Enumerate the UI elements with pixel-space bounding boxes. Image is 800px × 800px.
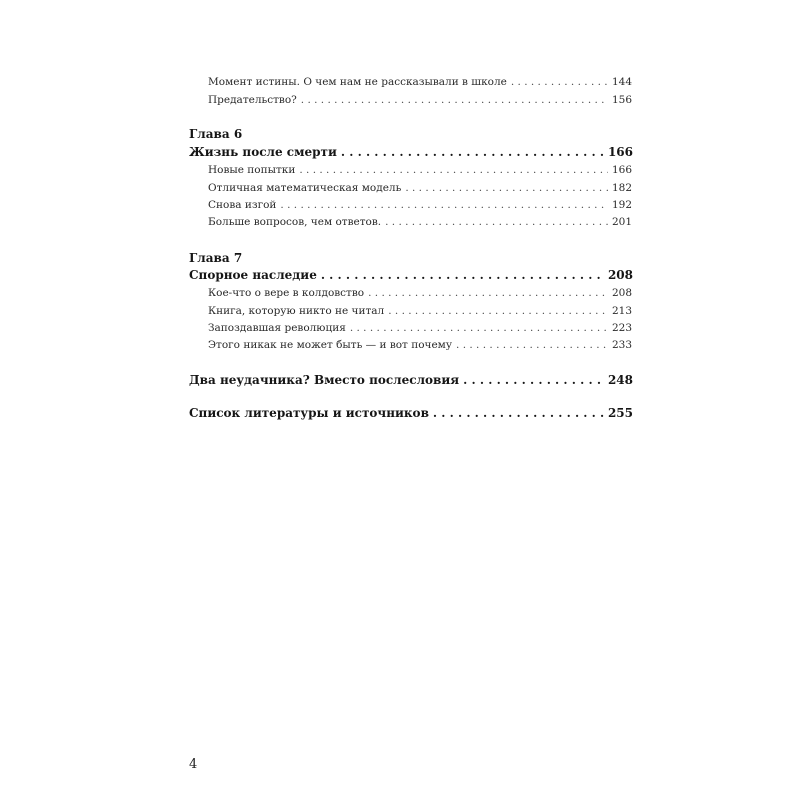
toc-entry-page: 208 (611, 287, 632, 299)
dot-leader (463, 373, 604, 387)
dot-leader (299, 164, 608, 176)
dot-leader (341, 145, 604, 159)
toc-entry-title: Отличная математическая модель (208, 182, 402, 194)
toc-entry (208, 164, 632, 176)
toc-entry-page: 156 (611, 94, 632, 106)
toc-chapter-title: Два неудачника? Вместо послесловия (189, 373, 460, 387)
dot-leader (456, 339, 608, 351)
toc-entry (208, 182, 632, 194)
page-number: 4 (189, 757, 198, 772)
toc-chapter-page: 208 (607, 268, 633, 282)
toc-entry-page: 223 (611, 322, 632, 334)
toc-chapter-title: Жизнь после смерти (189, 145, 337, 159)
dot-leader (350, 322, 608, 334)
toc-chapter-page: 255 (607, 406, 633, 420)
chapter-7-heading (189, 268, 633, 282)
toc-entry (208, 287, 632, 299)
toc-entry (208, 199, 632, 211)
toc-entry-title: Больше вопросов, чем ответов. (208, 216, 382, 228)
toc-entry (208, 216, 632, 228)
dot-leader (385, 216, 608, 228)
toc-entry-title: Книга, которую никто не читал (208, 305, 385, 317)
toc-entry-title: Момент истины. О чем нам не рассказывали в школе (208, 76, 507, 88)
toc-entry-title: Кое-что о вере в колдовство (208, 287, 365, 299)
dot-leader (405, 182, 608, 194)
chapter-6-heading (189, 145, 633, 159)
toc-entry-page: 213 (611, 305, 632, 317)
chapter-6-label: Глава 6 (189, 127, 243, 141)
toc-entry (208, 322, 632, 334)
toc-chapter-page: 166 (607, 145, 633, 159)
toc-chapter-page: 248 (607, 373, 633, 387)
bibliography-heading (189, 406, 633, 420)
toc-entry-page: 166 (611, 164, 632, 176)
dot-leader (388, 305, 608, 317)
toc-entry (208, 76, 632, 88)
toc-entry-page: 192 (611, 199, 632, 211)
toc-chapter-title: Список литературы и источников (189, 406, 429, 420)
toc-entry-page: 201 (611, 216, 632, 228)
toc-chapter-title: Спорное наследие (189, 268, 317, 282)
toc-entry-title: Предательство? (208, 94, 297, 106)
toc-entry (208, 339, 632, 351)
toc-entry-page: 233 (611, 339, 632, 351)
dot-leader (511, 76, 608, 88)
toc-entry-title: Снова изгой (208, 199, 277, 211)
dot-leader (368, 287, 608, 299)
dot-leader (301, 94, 608, 106)
dot-leader (433, 406, 604, 420)
toc-entry-page: 182 (611, 182, 632, 194)
afterword-heading (189, 373, 633, 387)
toc-entry-page: 144 (611, 76, 632, 88)
toc-entry (208, 305, 632, 317)
toc-entry (208, 94, 632, 106)
toc-entry-title: Запоздавшая революция (208, 322, 346, 334)
toc-entry-title: Этого никак не может быть — и вот почему (208, 339, 453, 351)
dot-leader (321, 268, 604, 282)
chapter-7-label: Глава 7 (189, 251, 243, 265)
toc-entry-title: Новые попытки (208, 164, 296, 176)
dot-leader (280, 199, 608, 211)
